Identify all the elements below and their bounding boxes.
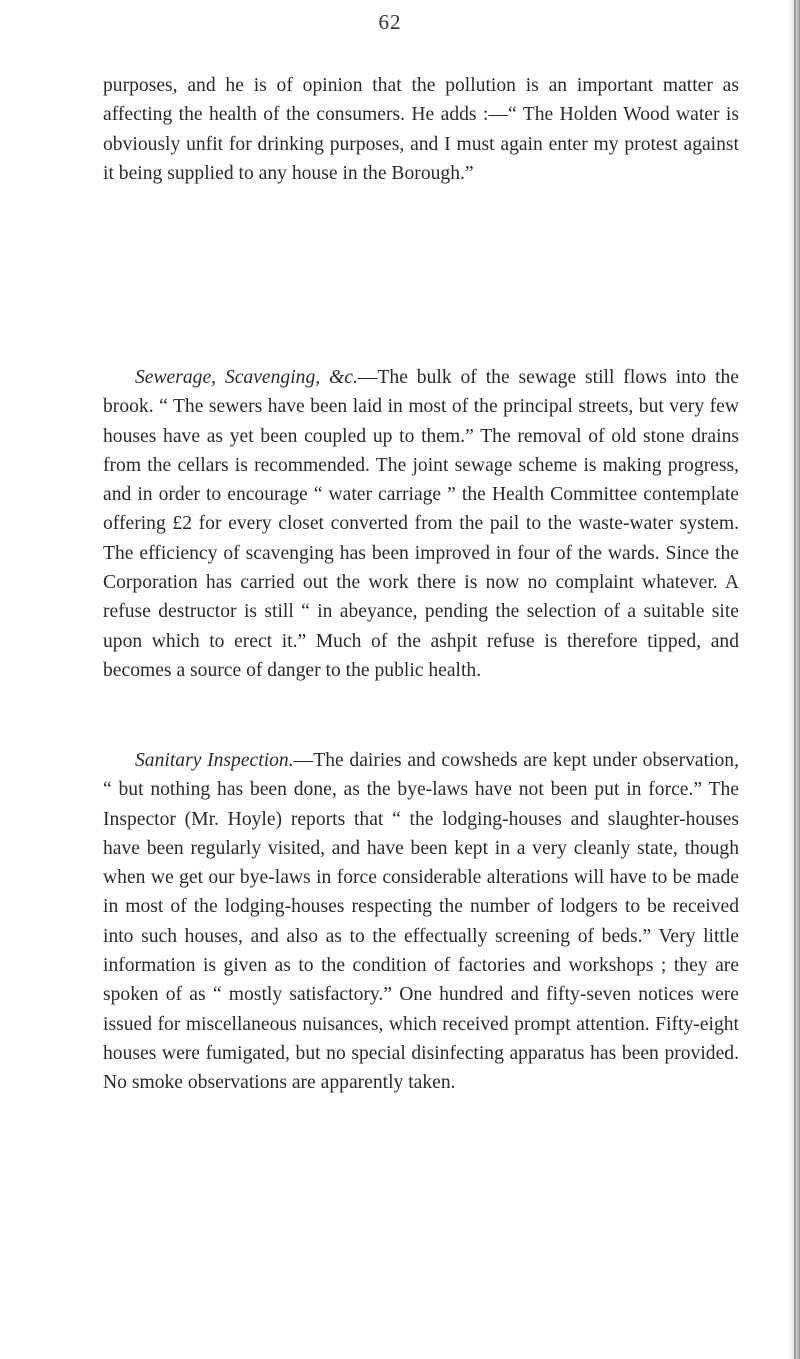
paragraph-text: purposes, and he is of opinion that the pollution is an important matter as affecting the health of the consumers. He adds :—“ The Holden Wood water is obviously unfit for drinking purposes, and I must again enter my protest against it being supplied to any house in the Borough.”: [103, 75, 739, 184]
section-heading-sewerage: Sewerage, Scavenging, &c.: [135, 367, 358, 388]
paragraph-sewerage: [103, 363, 739, 685]
paragraph-water-supply: [103, 71, 739, 188]
page-number: 62: [378, 10, 402, 34]
paragraph-sanitary-inspection: [103, 746, 739, 1098]
paragraph-text: —The bulk of the sewage still flows into the brook. “ The sewers have been laid in most of the principal streets, but very few houses have as yet been coupled up to them.” The removal of old stone drains from the cellars is recommended. The joint sewage scheme is making progress, and in order to encourage “ water carriage ” the Health Committee contemplate offering £2 for every closet converted from the pail to the waste-water system. The efficiency of scavenging has been improved in four of the wards. Since the Corporation has carried out the work there is now no complaint whatever. A refuse destructor is still “ in abeyance, pending the selection of a suitable site upon which to erect it.” Much of the ashpit refuse is therefore tipped, and becomes a source of danger to the public health.: [103, 367, 740, 681]
section-heading-sanitary-inspection: Sanitary Inspection.: [135, 750, 294, 771]
paragraph-body: [103, 363, 739, 685]
page-edge-line: [794, 0, 796, 1359]
paragraph-body: [103, 746, 739, 1098]
paragraph-text: —The dairies and cowsheds are kept under observation, “ but nothing has been done, as the bye-laws have not been put in force.” The Inspector (Mr. Hoyle) reports that “ the lodging-houses and slaughter-houses have been regularly visited, and have been kept in a very cleanly state, though when we get our bye-laws in force considerable alterations will have to be made in most of the lodging-houses respecting the number of lodgers to be received into such houses, and also as to the effectually screening of beds.” Very little information is given as to the condition of factories and workshops ; they are spoken of as “ mostly satisfactory.” One hundred and fifty-seven notices were issued for miscellaneous nuisances, which received prompt attention. Fifty-eight houses were fumigated, but no special disinfecting apparatus has been provided. No smoke observations are apparently taken.: [103, 750, 739, 1094]
